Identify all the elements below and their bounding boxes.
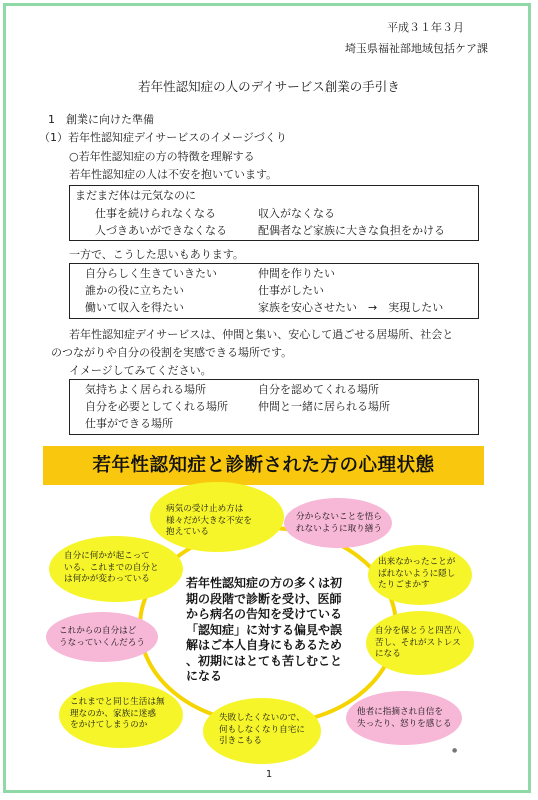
bubble-text — [59, 626, 145, 649]
bubble-line: たりごまかす — [378, 580, 430, 590]
bubble-text — [378, 557, 455, 592]
center-line: になる — [186, 669, 223, 683]
hopes-intro: 一方で、こうした思いもあります。 — [69, 248, 244, 261]
bubble-line: 苦し、それがストレス — [375, 637, 461, 648]
bubble-text — [166, 504, 252, 539]
bubble-text — [296, 512, 382, 535]
dot-mark: ● — [452, 747, 458, 754]
hope-item: 仲間を作りたい — [258, 267, 335, 280]
organization-name: 埼玉県福祉部地域包括ケア課 — [345, 42, 488, 55]
imagine-item: 自分を必要としてくれる場所 — [85, 400, 228, 413]
bubble-line: 理なのか、家族に迷惑 — [70, 708, 156, 719]
center-line: 解はご本人自身にもあるため — [186, 638, 343, 652]
bubble-line: 分からないことを悟ら — [296, 512, 382, 522]
bubble-line: れないように取り繕う — [296, 523, 382, 534]
bubble-line: これまでと同じ生活は無 — [70, 697, 165, 707]
anxiety-item: 人づきあいができなくなる — [95, 224, 227, 237]
center-line: 、初期にはとても苦しむこと — [186, 653, 343, 668]
bubble-text — [70, 697, 165, 732]
document-date: 平成３１年３月 — [387, 21, 464, 34]
anxiety-item: 仕事を続けられなくなる — [95, 207, 216, 220]
bubble-line: 他者に指摘され自信を — [357, 707, 443, 717]
center-line: から病名の告知を受けている — [186, 607, 343, 621]
imagine-item: 仲間と一緒に居られる場所 — [258, 400, 390, 413]
bubble-line: 様々だが大きな不安を — [166, 515, 252, 526]
hope-item: 仕事がしたい — [258, 284, 324, 297]
paragraph-line: 若年性認知症デイサービスは、仲間と集い、安心して過ごせる居場所、社会と — [69, 328, 454, 341]
anxiety-intro: 若年性認知症の人は不安を抱いています。 — [69, 168, 278, 181]
diagram-title: 若年性認知症と診断された方の心理状態 — [92, 455, 435, 476]
understand-line: ○若年性認知症の方の特徴を理解する — [69, 150, 255, 163]
bubble-line: 何もしなくなり自宅に — [219, 724, 305, 735]
subsection-heading: （1）若年性認知症デイサービスのイメージづくり — [39, 131, 287, 144]
center-line: 期の段階で診断を受け、医師 — [186, 591, 342, 606]
hope-item: 誰かの役に立ちたい — [85, 284, 184, 297]
anxiety-item: 配偶者など家族に大きな負担をかける — [258, 224, 445, 237]
bubble-text — [219, 713, 305, 748]
bubble-line: 病気の受け止め方は — [166, 504, 244, 514]
center-line: 「認知症」に対する偏見や誤 — [186, 622, 343, 637]
hope-item: 家族を安心させたい → 実現したい — [258, 301, 444, 314]
bubble-line: いる、これまでの自分と — [64, 562, 159, 573]
bubble-line: 抱えている — [166, 527, 209, 537]
bubble-line: 出来なかったことが — [378, 557, 456, 567]
bubble-line: うなっていくんだろう — [59, 637, 145, 648]
bubble-text — [375, 626, 461, 661]
anxiety-lead: まだまだ体は元気なのに — [75, 189, 196, 202]
bubble-line: 失敗したくないので、 — [219, 713, 305, 723]
anxiety-item: 収入がなくなる — [258, 207, 335, 220]
imagine-item: 自分を認めてくれる場所 — [258, 383, 379, 396]
bubble-line: 自分を保とうと四苦八 — [375, 626, 461, 636]
bubble-line: これからの自分はど — [59, 626, 137, 636]
imagine-item: 仕事ができる場所 — [85, 417, 173, 430]
imagine-item: 気持ちよく居られる場所 — [85, 383, 206, 396]
bubble-line: をかけてしまうのか — [70, 720, 148, 730]
bubble-line: 引きこもる — [219, 736, 262, 746]
bubble-text — [357, 707, 452, 730]
page-number: 1 — [265, 769, 273, 780]
bubble-line: ばれないように隠し — [378, 568, 456, 579]
imagine-line: イメージしてみてください。 — [69, 364, 212, 377]
bubble-text — [64, 551, 159, 586]
paragraph-line: のつながりや自分の役割を実感できる場所です。 — [51, 346, 293, 359]
center-line: 若年性認知症の方の多くは初 — [186, 576, 343, 590]
hope-item: 自分らしく生きていきたい — [85, 267, 217, 280]
center-text — [186, 576, 368, 685]
bubble-line: になる — [375, 649, 401, 659]
bubble-line: 自分に何かが起こって — [64, 551, 150, 561]
document-title: 若年性認知症の人のデイサービス創業の手引き — [138, 79, 400, 94]
section-heading: 1 創業に向けた準備 — [48, 113, 154, 126]
bubble-line: は何かが変わっている — [64, 574, 150, 584]
bubble-line: 失ったり、怒りを感じる — [357, 718, 452, 729]
hope-item: 働いて収入を得たい — [85, 301, 184, 314]
